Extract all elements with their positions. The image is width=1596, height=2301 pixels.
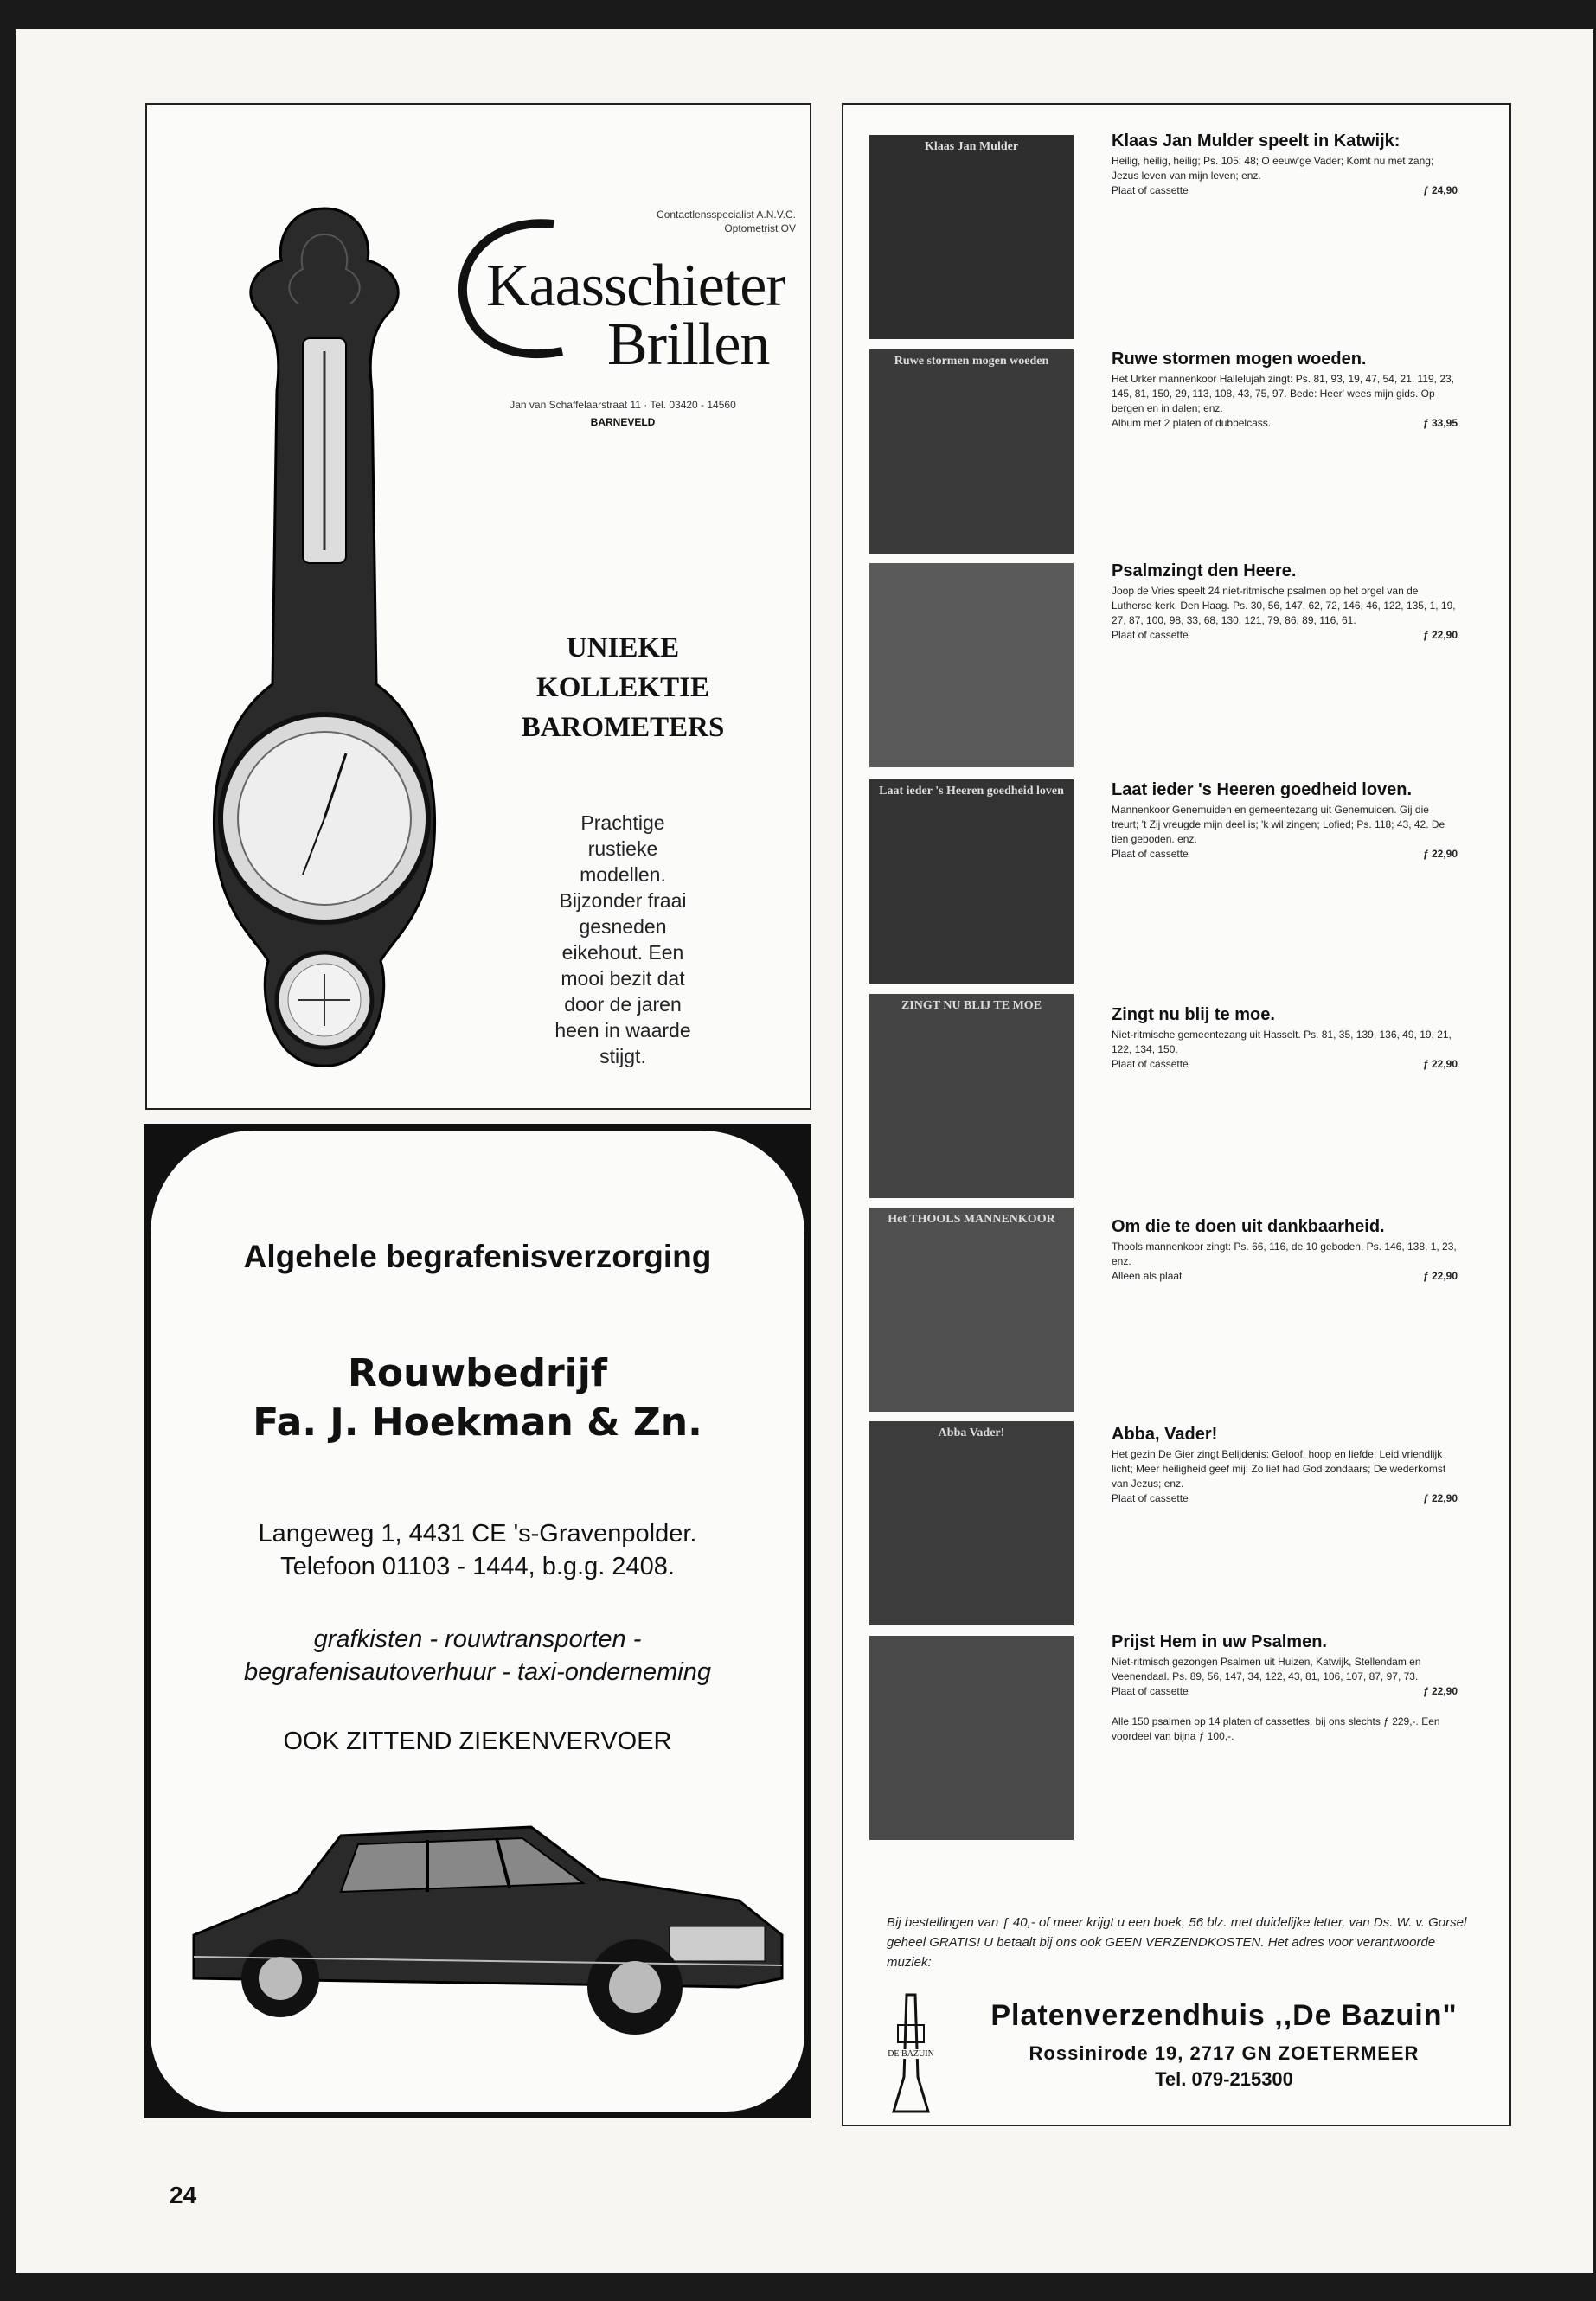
album-cover-title: Laat ieder 's Heeren goedheid loven xyxy=(879,785,1064,798)
record-title: Abba, Vader! xyxy=(1112,1425,1218,1444)
record-format: Plaat of cassette xyxy=(1112,1492,1189,1504)
record-listing xyxy=(1112,131,1458,198)
kaas-tagline-2: Optometrist OV xyxy=(724,222,796,234)
album-cover-title: Ruwe stormen mogen woeden xyxy=(894,355,1049,368)
bazuin-logo-text: DE BAZUIN xyxy=(868,2049,954,2059)
hoekman-address: Langeweg 1, 4431 CE 's-Gravenpolder. xyxy=(258,1520,697,1548)
kaas-headline xyxy=(502,628,744,747)
record-description: Mannenkoor Genemuiden en gemeentezang uit Genemuiden. Gij die treurt; 't Zij vreugde mijn deel is; 'k wil zingen; Lofied; Ps. 118; 43, 42. De tien geboden. enz. xyxy=(1112,804,1445,845)
hoekman-top-line: Algehele begrafenisverzorging xyxy=(243,1239,712,1274)
record-price-row xyxy=(1112,183,1458,198)
record-description: Niet-ritmisch gezongen Psalmen uit Huizen, Katwijk, Stellendam en Veenendaal. Ps. 89, 56, 147, 34, 122, 43, 81, 106, 107, 87, 97, 73. xyxy=(1112,1656,1421,1682)
magazine-page xyxy=(16,29,1593,2273)
record-title: Psalmzingt den Heere. xyxy=(1112,561,1297,580)
record-price-row xyxy=(1112,1491,1458,1506)
record-title: Klaas Jan Mulder speelt in Katwijk: xyxy=(1112,131,1401,151)
album-cover xyxy=(869,135,1074,339)
kaas-headline-line: BAROMETERS xyxy=(521,712,725,743)
record-format: Plaat of cassette xyxy=(1112,629,1189,641)
record-format: Plaat of cassette xyxy=(1112,184,1189,196)
record-price-row xyxy=(1112,1269,1458,1284)
hoekman-ad xyxy=(144,1124,811,2118)
album-cover-title: Klaas Jan Mulder xyxy=(924,140,1019,153)
hoekman-services-2: begrafenisautoverhuur - taxi-onderneming xyxy=(243,1658,712,1686)
kaas-body-line: mooi bezit dat xyxy=(561,967,685,990)
record-title: Ruwe stormen mogen woeden. xyxy=(1112,349,1367,369)
hoekman-panel xyxy=(151,1131,804,2112)
album-cover-title: Het THOOLS MANNENKOOR xyxy=(888,1213,1055,1226)
album-cover xyxy=(869,779,1074,984)
kaas-body-text xyxy=(528,810,718,1069)
bazuin-ad xyxy=(842,103,1511,2126)
kaas-city: BARNEVELD xyxy=(590,416,656,428)
record-format: Album met 2 platen of dubbelcass. xyxy=(1112,417,1272,429)
kaas-headline-line: KOLLEKTIE xyxy=(536,672,709,703)
record-listing xyxy=(1112,1424,1458,1506)
record-title: Om die te doen uit dankbaarheid. xyxy=(1112,1217,1385,1236)
record-listing xyxy=(1112,1631,1458,1744)
trumpet-logo-icon xyxy=(868,1990,954,2120)
bazuin-phone: Tel. 079-215300 xyxy=(1155,2068,1293,2090)
barometer-illustration xyxy=(199,200,450,1074)
bazuin-address: Rossinirode 19, 2717 GN ZOETERMEER xyxy=(1029,2042,1420,2064)
bazuin-name: Platenverzendhuis ,,De Bazuin" xyxy=(990,1999,1458,2032)
record-description: Niet-ritmische gemeentezang uit Hasselt. Ps. 81, 35, 139, 136, 49, 19, 21, 122, 134, 150. xyxy=(1112,1029,1452,1055)
page-number: 24 xyxy=(170,2182,197,2208)
record-format: Plaat of cassette xyxy=(1112,848,1189,860)
hoekman-name-2: Fa. J. Hoekman & Zn. xyxy=(253,1400,702,1445)
kaas-body-line: door de jaren xyxy=(564,993,682,1016)
album-cover xyxy=(869,349,1074,554)
kaas-address: Jan van Schaffelaarstraat 11 · Tel. 03420 - 14560 xyxy=(510,399,736,411)
album-cover xyxy=(869,1208,1074,1412)
kaas-body-line: Prachtige xyxy=(580,811,665,834)
record-price: ƒ 22,90 xyxy=(1422,1058,1458,1070)
all-psalms-offer: Alle 150 psalmen op 14 platen of cassettes, bij ons slechts ƒ 229,-. Een voordeel van bijna ƒ 100,-. xyxy=(1112,1715,1440,1742)
record-listing xyxy=(1112,349,1458,431)
record-title: Zingt nu blij te moe. xyxy=(1112,1005,1275,1024)
kaasschieter-ad xyxy=(145,103,811,1110)
hoekman-footer: OOK ZITTEND ZIEKENVERVOER xyxy=(283,1727,672,1755)
record-price: ƒ 22,90 xyxy=(1422,1270,1458,1282)
kaas-body-line: Bijzonder fraai xyxy=(559,889,687,912)
record-title: Prijst Hem in uw Psalmen. xyxy=(1112,1632,1327,1651)
kaas-brand-line1: Kaasschieter xyxy=(486,253,785,319)
hoekman-name-1: Rouwbedrijf xyxy=(348,1351,607,1395)
album-cover xyxy=(869,563,1074,767)
kaas-body-line: modellen. xyxy=(580,863,666,886)
record-title: Laat ieder 's Heeren goedheid loven. xyxy=(1112,780,1413,799)
kaas-brand-line2: Brillen xyxy=(607,311,770,378)
album-cover-title: Abba Vader! xyxy=(938,1426,1005,1439)
record-price-row xyxy=(1112,847,1458,862)
kaas-body-line: gesneden xyxy=(579,915,667,938)
record-price-row xyxy=(1112,1684,1458,1699)
album-cover xyxy=(869,1421,1074,1625)
record-price: ƒ 24,90 xyxy=(1422,184,1458,196)
record-price-row xyxy=(1112,1057,1458,1072)
hearse-car-illustration xyxy=(185,1805,791,2065)
kaas-body-line: rustieke xyxy=(587,837,658,860)
album-cover xyxy=(869,1636,1074,1840)
record-listing xyxy=(1112,561,1458,643)
record-description: Thools mannenkoor zingt: Ps. 66, 116, de 10 geboden, Ps. 146, 138, 1, 23, enz. xyxy=(1112,1240,1457,1267)
record-price-row xyxy=(1112,416,1458,431)
record-price: ƒ 22,90 xyxy=(1422,848,1458,860)
record-listing xyxy=(1112,1216,1458,1284)
record-price: ƒ 22,90 xyxy=(1422,1685,1458,1697)
hoekman-phone: Telefoon 01103 - 1444, b.g.g. 2408. xyxy=(280,1553,675,1580)
kaas-body-line: stijgt. xyxy=(599,1045,646,1067)
record-listing xyxy=(1112,1004,1458,1072)
record-format: Plaat of cassette xyxy=(1112,1058,1189,1070)
album-cover-title: ZINGT NU BLIJ TE MOE xyxy=(901,999,1042,1012)
kaas-body-line: heen in waarde xyxy=(554,1019,691,1042)
kaas-headline-line: UNIEKE xyxy=(566,632,680,663)
order-note: Bij bestellingen van ƒ 40,- of meer krijgt u een boek, 56 blz. met duidelijke letter, van Ds. W. v. Gorsel geheel GRATIS! U betaalt bij ons ook GEEN VERZENDKOSTEN. Het adres voor verantwoorde muziek: xyxy=(887,1915,1467,1970)
hoekman-services-1: grafkisten - rouwtransporten - xyxy=(313,1625,642,1653)
record-description: Heilig, heilig, heilig; Ps. 105; 48; O eeuw'ge Vader; Komt nu met zang; Jezus leven van mijn leven; enz. xyxy=(1112,155,1434,182)
record-price-row xyxy=(1112,628,1458,643)
record-format: Alleen als plaat xyxy=(1112,1270,1183,1282)
record-price: ƒ 22,90 xyxy=(1422,629,1458,641)
record-price: ƒ 33,95 xyxy=(1422,417,1458,429)
kaas-tagline-1: Contactlensspecialist A.N.V.C. xyxy=(657,208,796,221)
record-description: Joop de Vries speelt 24 niet-ritmische psalmen op het orgel van de Lutherse kerk. Den Haag. Ps. 30, 56, 147, 62, 72, 146, 46, 122, 135, 1, 19, 27, 87, 100, 98, 33, 68, 130, 121, 79, 86, 89, 116, 61. xyxy=(1112,585,1456,626)
album-cover xyxy=(869,994,1074,1198)
record-description: Het gezin De Gier zingt Belijdenis: Geloof, hoop en liefde; Leid vriendlijk licht; Meer heiligheid geef mij; Zo lief had God zondaars; De wederkomst van Jezus; enz. xyxy=(1112,1448,1446,1490)
record-format: Plaat of cassette xyxy=(1112,1685,1189,1697)
record-price: ƒ 22,90 xyxy=(1422,1492,1458,1504)
record-listing xyxy=(1112,779,1458,862)
kaas-body-line: eikehout. Een xyxy=(561,941,684,964)
record-description: Het Urker mannenkoor Hallelujah zingt: Ps. 81, 93, 19, 47, 54, 21, 119, 23, 145, 81, 150, 29, 113, 108, 43, 75, 97. Bede: Heer' wees mijn gids. Op bergen en in dalen; enz. xyxy=(1112,373,1455,414)
